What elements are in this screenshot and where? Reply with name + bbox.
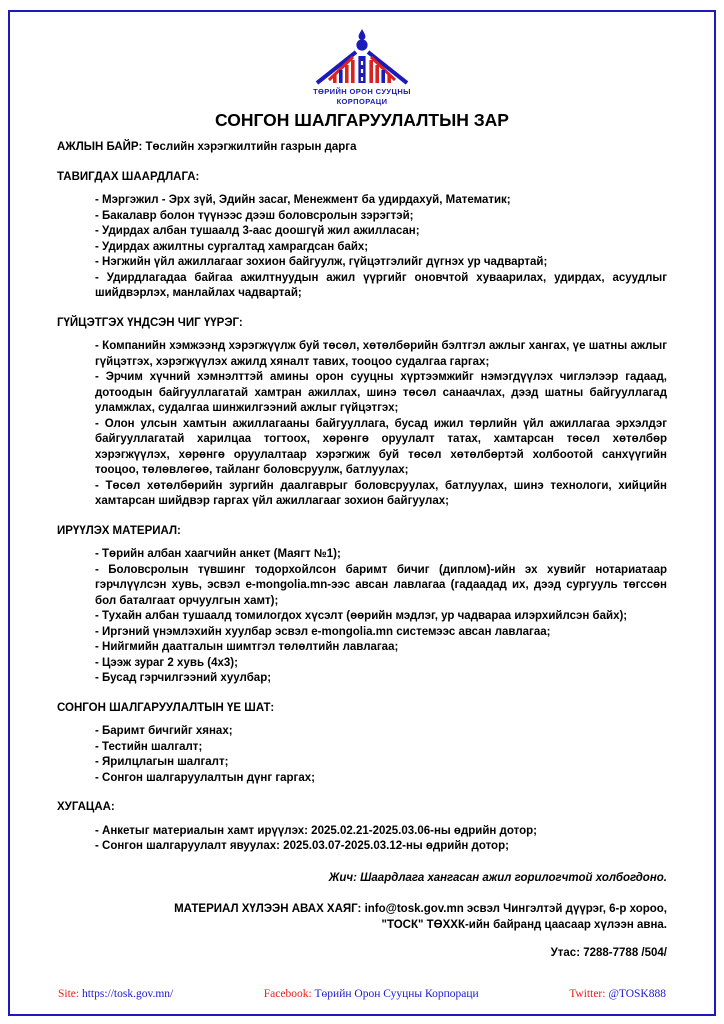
list-item: - Төсөл хөтөлбөрийн зургийн даалгаврыг боловсруулах, батлуулах, шинэ технологи, хийцийн хамтарсан шийдвэр гаргах үйл ажиллагааг зохион байгуулах; xyxy=(95,479,667,507)
footer-facebook xyxy=(264,988,479,1000)
list-item: - Удирдах ажилтны сургалтад хамрагдсан байх; xyxy=(95,240,369,253)
address-line1: МАТЕРИАЛ ХҮЛЭЭН АВАХ ХАЯГ: info@tosk.gov.mn эсвэл Чингэлтэй дүүрэг, 6-р хороо, xyxy=(174,903,667,915)
list-item: - Анкетыг материалын хамт ирүүлэх: 2025.02.21-2025.03.06-ны өдрийн дотор; xyxy=(95,824,537,837)
job-position-label: АЖЛЫН БАЙР: xyxy=(57,141,143,153)
duties-list xyxy=(95,339,667,510)
list-item: - Цээж зураг 2 хувь (4x3); xyxy=(95,656,238,669)
list-item: - Сонгон шалгаруулалтын дүнг гаргах; xyxy=(95,771,315,784)
org-name-line1: ТӨРИЙН ОРОН СУУЦНЫ xyxy=(313,87,411,96)
section-heading: СОНГОН ШАЛГАРУУЛАЛТЫН ҮЕ ШАТ: xyxy=(57,701,275,714)
list-item: - Олон улсын хамтын ажиллагааны байгууллага, бусад ижил төрлийн үйл ажиллагаа эрхэлдэг байгууллагатай харилцаа тогтоох, хөрөнгө оруулалт татах, хамтарсан төсөл хөтөлбөр хэрэгжүүлэх, хөрөнгө оруулалтаар хэрэгжиж буй төсөл хөтөлбөртэй холбоотой санхүүгийн тооцоо, төлөвлөгөө, тайланг боловсруулж, батлуулах; xyxy=(95,417,667,476)
section-heading: ИРҮҮЛЭХ МАТЕРИАЛ: xyxy=(57,524,181,537)
list-item: - Бусад гэрчилгээний хуулбар; xyxy=(95,672,272,684)
job-position-value: Төслийн хэрэгжилтийн газрын дарга xyxy=(142,141,357,153)
list-item: - Ярилцлагын шалгалт; xyxy=(95,756,229,768)
list-item: - Нийгмийн даатгалын шимтгэл төлөлтийн лавлагаа; xyxy=(95,641,399,653)
list-item: - Тестийн шалгалт; xyxy=(95,740,203,753)
list-item: - Боловсролын түвшинг тодорхойлсон баримт бичиг (диплом)-ийн эх хувийг нотариатаар гэрчлүүлсэн хувь, эсвэл e-mongolia.mn-ээс авсан лавлагаа (гадаадад их, дээд сургууль төгссөн бол баталгаат орчуулгын хамт); xyxy=(95,563,667,607)
list-item: - Төрийн албан хаагчийн анкет (Маягт №1); xyxy=(95,548,341,560)
twitter-handle[interactable]: @TOSK888 xyxy=(608,988,666,1000)
submission-address xyxy=(57,902,667,933)
materials-list xyxy=(95,547,667,687)
section-deadline xyxy=(57,800,667,855)
facebook-name[interactable]: Төрийн Орон Сууцны Корпораци xyxy=(314,988,479,1000)
section-heading: ТАВИГДАХ ШААРДЛАГА: xyxy=(57,170,200,183)
requirements-list xyxy=(95,193,667,302)
footer-site xyxy=(58,988,173,1000)
logo xyxy=(57,28,667,106)
list-item: - Мэргэжил - Эрх зүй, Эдийн засаг, Менежмент ба удирдахуй, Математик; xyxy=(95,194,511,206)
section-selection-stages xyxy=(57,701,667,787)
org-name-line2: КОРПОРАЦИ xyxy=(336,97,388,106)
footer xyxy=(10,988,714,1000)
address-line2: "ТОСК" ТӨХХК-ийн байранд цаасаар хүлээн авна. xyxy=(381,918,667,931)
soyombo-building-logo-icon xyxy=(57,28,667,86)
section-main-duties xyxy=(57,316,667,510)
list-item: - Удирдах албан тушаалд 3-аас доошгүй жил ажилласан; xyxy=(95,225,420,237)
site-label: Site: xyxy=(58,988,80,1000)
deadline-list xyxy=(95,824,667,855)
document-title: СОНГОН ШАЛГАРУУЛАЛТЫН ЗАР xyxy=(215,110,509,130)
document-content xyxy=(57,28,667,962)
job-position xyxy=(57,140,667,156)
list-item: - Сонгон шалгаруулалт явуулах: 2025.03.07-2025.03.12-ны өдрийн дотор; xyxy=(95,840,509,852)
section-heading: ГҮЙЦЭТГЭХ ҮНДСЭН ЧИГ ҮҮРЭГ: xyxy=(57,316,243,329)
list-item: - Эрчим хүчний хэмнэлттэй амины орон сууцны хүртээмжийг нэмэгдүүлэх чиглэлээр гадаад, дотоодын байгууллагатай хамтран ажиллах, шинэ төсөл санаачлах, дээд шатны байгууллагад уламжлах, судалгаа шинжилгээний ажлыг гүйцэтгэх; xyxy=(95,371,667,414)
list-item: - Нэгжийн үйл ажиллагааг зохион байгуулж, гүйцэтгэлийг дүгнэх ур чадвартай; xyxy=(95,256,548,268)
note-line: Жич: Шаардлага хангасан ажил горилогчтой холбогдоно. xyxy=(328,871,667,884)
section-materials xyxy=(57,524,667,687)
twitter-label: Twitter: xyxy=(569,988,606,1000)
list-item: - Баримт бичгийг хянах; xyxy=(95,725,233,737)
list-item: - Удирдлагадаа байгаа ажилтнуудын ажил үүргийг оновчтой хуваарилах, удирдах, асуудлыг шийдвэрлэх, манлайлах чадвартай; xyxy=(95,271,667,299)
list-item: - Иргэний үнэмлэхийн хуулбар эсвэл e-mongolia.mn системээс авсан лавлагаа; xyxy=(95,625,551,638)
site-link[interactable]: https://tosk.gov.mn/ xyxy=(81,988,174,1000)
facebook-label: Facebook: xyxy=(263,988,312,1000)
footer-twitter xyxy=(569,988,666,1000)
list-item: - Бакалавр болон түүнээс дээш боловсролын зэрэгтэй; xyxy=(95,209,414,222)
list-item: - Компанийн хэмжээнд хэрэгжүүлж буй төсөл, хөтөлбөрийн бэлтгэл ажлыг хангах, үе шатны ажлыг гүйцэтгэх, хэрэгжүүлэх ажилд хяналт тавих, тооцоо судалгаа гаргах; xyxy=(95,340,667,368)
section-requirements xyxy=(57,170,667,302)
list-item: - Тухайн албан тушаалд томилогдох хүсэлт (өөрийн мэдлэг, ур чадвараа илэрхийлсэн байх); xyxy=(95,610,628,622)
phone-line: Утас: 7288-7788 /504/ xyxy=(550,947,667,959)
stages-list xyxy=(95,724,667,786)
section-heading: ХУГАЦАА: xyxy=(57,801,115,813)
